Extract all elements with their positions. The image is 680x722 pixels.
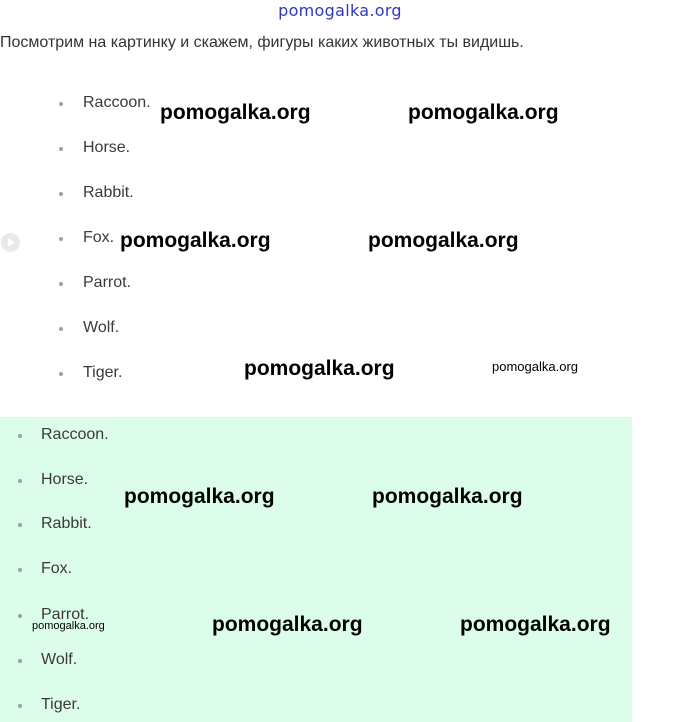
site-header-link[interactable]: pomogalka.org	[278, 1, 402, 20]
bullet-icon	[18, 434, 22, 438]
bullet-icon	[59, 327, 63, 331]
list-item	[83, 363, 122, 383]
list-item-label: Wolf.	[83, 319, 120, 336]
watermark: pomogalka.org	[372, 485, 523, 508]
watermark: pomogalka.org	[460, 613, 611, 636]
answer-block	[0, 417, 632, 722]
list-item-label: Wolf.	[41, 651, 78, 668]
watermark: pomogalka.org	[408, 101, 559, 124]
watermark: pomogalka.org	[124, 485, 275, 508]
list-item	[41, 425, 109, 445]
list-item	[83, 273, 131, 293]
watermark: pomogalka.org	[244, 357, 395, 380]
watermark: pomogalka.org	[368, 229, 519, 252]
bullet-icon	[59, 237, 63, 241]
list-item	[83, 93, 151, 113]
intro-text: Посмотрим на картинку и скажем, фигуры каких животных ты видишь.	[0, 34, 524, 51]
bullet-icon	[18, 523, 22, 527]
list-item	[41, 559, 72, 579]
bullet-icon	[59, 102, 63, 106]
list-item-label: Rabbit.	[83, 184, 134, 201]
list-item-label: Parrot.	[83, 274, 132, 291]
list-item-label: Fox.	[41, 560, 73, 577]
play-icon[interactable]	[1, 233, 20, 252]
bullet-icon	[18, 479, 22, 483]
bullet-icon	[18, 704, 22, 708]
list-item-label: Horse.	[83, 139, 131, 156]
list-item	[41, 695, 80, 715]
watermark: pomogalka.org	[32, 620, 105, 632]
watermark: pomogalka.org	[120, 229, 271, 252]
list-item	[41, 650, 77, 670]
list-item-label: Raccoon.	[83, 94, 151, 111]
watermark: pomogalka.org	[160, 101, 311, 124]
bullet-icon	[18, 659, 22, 663]
bullet-icon	[59, 282, 63, 286]
list-item	[83, 183, 134, 203]
list-item	[83, 138, 130, 158]
bullet-icon	[59, 192, 63, 196]
bullet-icon	[18, 614, 22, 618]
list-item	[41, 514, 92, 534]
list-item-label: Parrot.	[41, 606, 90, 623]
bullet-icon	[59, 147, 63, 151]
list-item	[83, 318, 119, 338]
list-item-label: Raccoon.	[41, 426, 109, 443]
watermark: pomogalka.org	[492, 359, 578, 374]
list-item-label: Tiger.	[83, 364, 123, 381]
bullet-icon	[59, 372, 63, 376]
list-item	[41, 470, 88, 490]
list-item-label: Tiger.	[41, 696, 81, 713]
list-item-label: Rabbit.	[41, 515, 92, 532]
watermark: pomogalka.org	[212, 613, 363, 636]
bullet-icon	[18, 568, 22, 572]
list-item	[83, 228, 114, 248]
list-item-label: Fox.	[83, 229, 115, 246]
list-item-label: Horse.	[41, 471, 89, 488]
